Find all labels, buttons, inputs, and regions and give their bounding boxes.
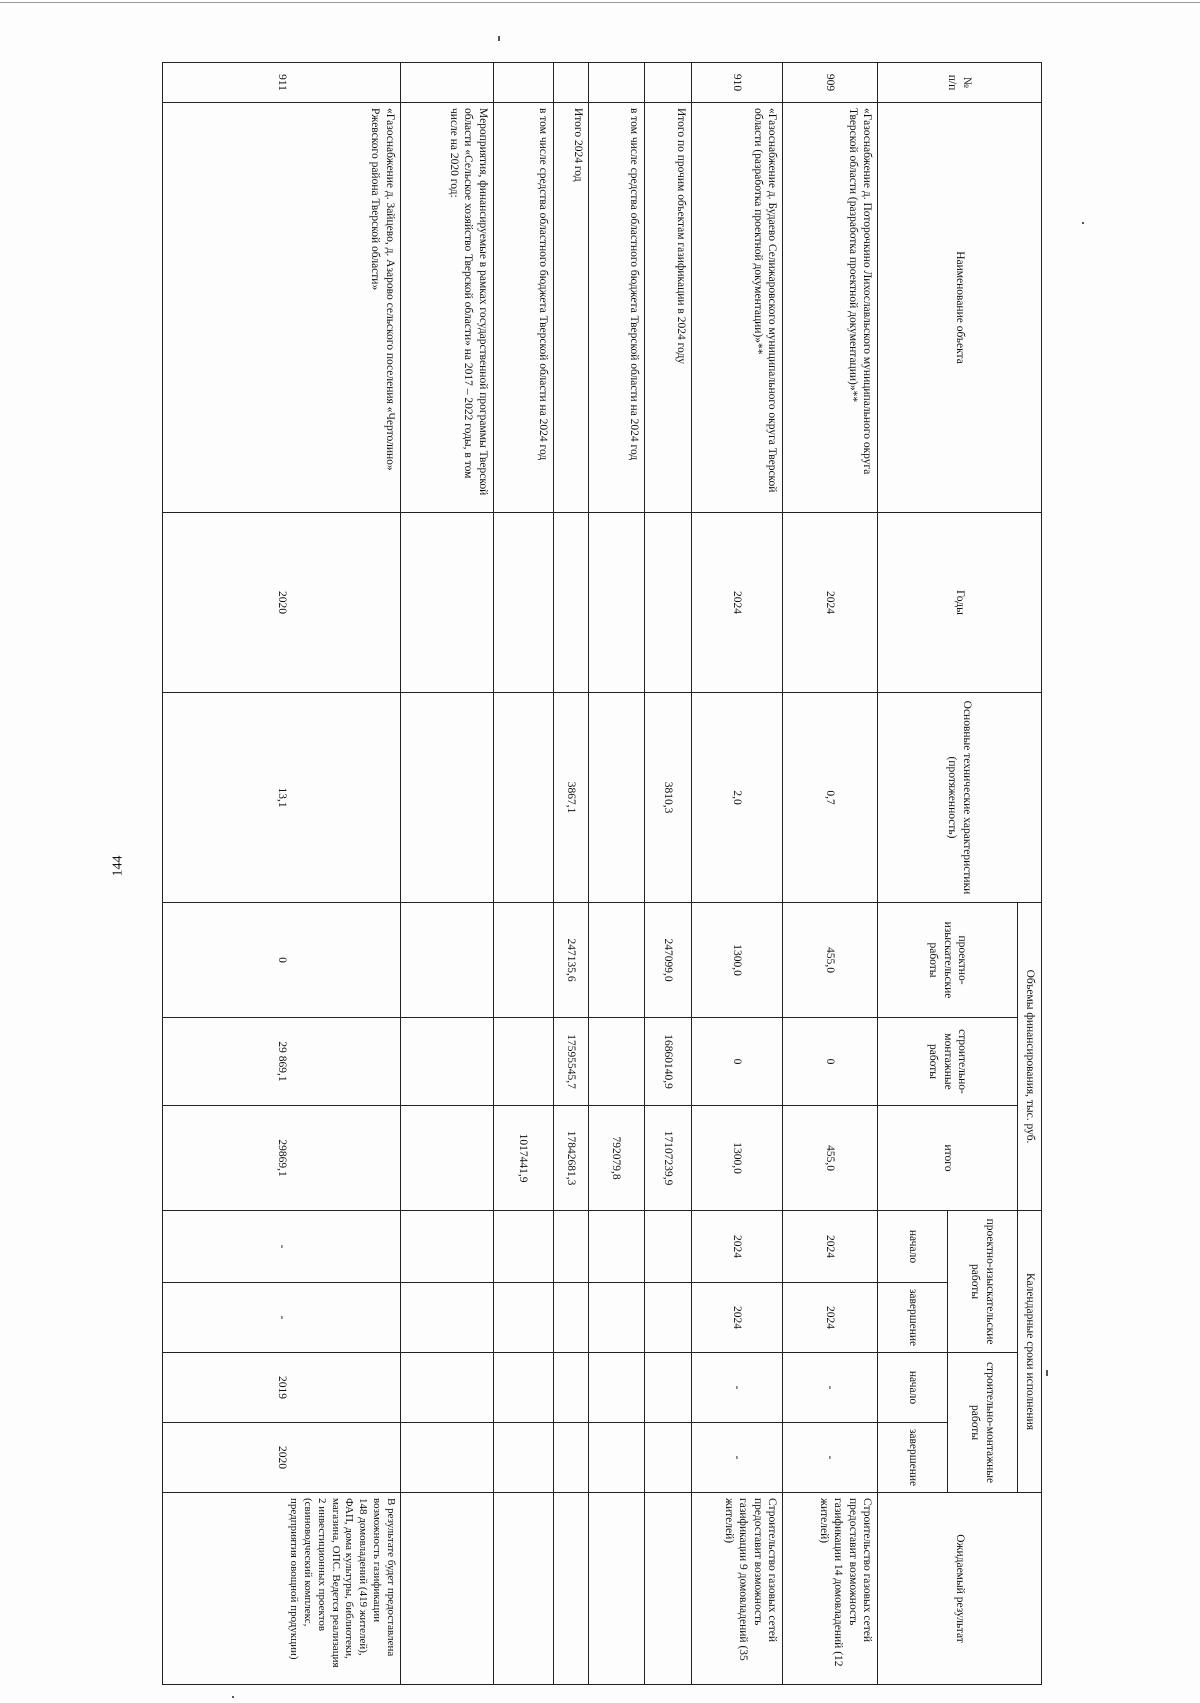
row-build-end — [400, 1423, 493, 1493]
row-num: 911 — [163, 63, 401, 103]
row-num — [400, 63, 493, 103]
row-fin-design — [493, 903, 553, 1018]
table-row — [553, 63, 588, 1685]
terms-build-header: строительно-монтажные работы — [948, 1353, 1018, 1493]
row-fin-build — [493, 1018, 553, 1106]
row-fin-build: 29 869,1 — [163, 1018, 401, 1106]
row-design-start — [553, 1211, 588, 1283]
row-build-start — [400, 1353, 493, 1423]
terms-build-end-header: завершение — [878, 1423, 948, 1493]
row-result — [400, 1493, 493, 1685]
row-build-start: 2019 — [163, 1353, 401, 1423]
row-design-end — [493, 1283, 553, 1353]
row-name: в том числе средства областного бюджета Тверской области на 2024 год — [588, 103, 644, 513]
row-tech — [400, 693, 493, 903]
col-result-header: Ожидаемый результат — [878, 1493, 1042, 1685]
table-row — [644, 63, 692, 1685]
row-build-end: 2020 — [163, 1423, 401, 1493]
row-design-end — [400, 1283, 493, 1353]
row-fin-total: 1017441,9 — [493, 1106, 553, 1211]
row-num — [553, 63, 588, 103]
table-row — [493, 63, 553, 1685]
row-design-end — [644, 1283, 692, 1353]
row-build-start — [644, 1353, 692, 1423]
row-fin-design: 0 — [163, 903, 401, 1018]
row-result: Строительство газовых сетей предоставит возможность газификации 14 домовладений (12 жителей) — [782, 1493, 877, 1685]
row-build-start: - — [692, 1353, 783, 1423]
row-fin-design: 455,0 — [782, 903, 877, 1018]
row-num: 909 — [782, 63, 877, 103]
finance-group-header: Объемы финансирования, тыс. руб. — [1018, 903, 1042, 1211]
row-years — [493, 513, 553, 693]
gasification-table — [162, 62, 1042, 1685]
row-fin-total: 29869,1 — [163, 1106, 401, 1211]
row-design-start: 2024 — [692, 1211, 783, 1283]
row-fin-total: 17107239,9 — [644, 1106, 692, 1211]
row-years: 2024 — [782, 513, 877, 693]
scan-speck — [498, 36, 500, 41]
row-name: «Газоснабжение д. Зайцево, д. Азарово сельского поселения «Чертолино» Ржевского района Тверской области» — [163, 103, 401, 513]
row-fin-total — [400, 1106, 493, 1211]
row-years — [644, 513, 692, 693]
row-design-start: - — [163, 1211, 401, 1283]
scan-speck — [1046, 1370, 1048, 1376]
row-build-end — [644, 1423, 692, 1493]
fin-design-header: проектно-изыскательские работы — [878, 903, 1018, 1018]
row-design-start — [588, 1211, 644, 1283]
row-build-start — [493, 1353, 553, 1423]
row-tech: 2,0 — [692, 693, 783, 903]
row-tech: 3867,1 — [553, 693, 588, 903]
table-row — [588, 63, 644, 1685]
row-build-end: - — [782, 1423, 877, 1493]
row-fin-design — [588, 903, 644, 1018]
page-number: 144 — [110, 855, 126, 877]
row-result — [553, 1493, 588, 1685]
row-build-end — [493, 1423, 553, 1493]
row-result — [588, 1493, 644, 1685]
row-name: Итого по прочим объектам газификации в 2024 году — [644, 103, 692, 513]
row-fin-design: 247135,6 — [553, 903, 588, 1018]
row-build-start — [553, 1353, 588, 1423]
row-design-end — [588, 1283, 644, 1353]
scan-top-line — [0, 2, 1200, 3]
row-num — [588, 63, 644, 103]
row-years — [588, 513, 644, 693]
row-tech: 0,7 — [782, 693, 877, 903]
col-tech-header: Основные технические характеристики (протяженность) — [878, 693, 1042, 903]
row-name: Итого 2024 год — [553, 103, 588, 513]
row-num — [644, 63, 692, 103]
terms-design-end-header: завершение — [878, 1283, 948, 1353]
row-years — [553, 513, 588, 693]
row-tech — [493, 693, 553, 903]
row-fin-build: 0 — [782, 1018, 877, 1106]
table-row — [163, 63, 401, 1685]
row-tech: 3810,3 — [644, 693, 692, 903]
row-tech: 13,1 — [163, 693, 401, 903]
row-design-start: 2024 — [782, 1211, 877, 1283]
row-name: «Газоснабжение д. Будаево Селижаровского муниципального округа Тверской области (разработка проектной документации)»** — [692, 103, 783, 513]
row-design-start — [400, 1211, 493, 1283]
col-years-header: Годы — [878, 513, 1042, 693]
row-build-end: - — [692, 1423, 783, 1493]
terms-design-start-header: начало — [878, 1211, 948, 1283]
row-fin-build: 17595545,7 — [553, 1018, 588, 1106]
col-num-header: № п/п — [878, 63, 1042, 103]
row-design-end — [553, 1283, 588, 1353]
row-years — [400, 513, 493, 693]
scan-speck — [232, 1696, 234, 1698]
row-num — [493, 63, 553, 103]
fin-total-header: итого — [878, 1106, 1018, 1211]
row-fin-design: 247099,0 — [644, 903, 692, 1018]
row-result: Строительство газовых сетей предоставит возможность газификации 9 домовладений (35 жителей) — [692, 1493, 783, 1685]
row-build-start: - — [782, 1353, 877, 1423]
scan-speck — [1082, 222, 1084, 224]
fin-build-header: строительно-монтажные работы — [878, 1018, 1018, 1106]
terms-group-header: Календарные сроки исполнения — [1018, 1211, 1042, 1493]
row-fin-total: 792079,8 — [588, 1106, 644, 1211]
row-design-end: - — [163, 1283, 401, 1353]
row-name: «Газоснабжение д. Поторочкино Лихославльского муниципального округа Тверской области (разработка проектной документации)»** — [782, 103, 877, 513]
table-row — [692, 63, 783, 1685]
row-build-start — [588, 1353, 644, 1423]
row-name: в том числе средства областного бюджета Тверской области на 2024 год — [493, 103, 553, 513]
terms-build-start-header: начало — [878, 1353, 948, 1423]
row-tech — [588, 693, 644, 903]
terms-design-header: проектно-изыскательские работы — [948, 1211, 1018, 1353]
row-fin-total: 1300,0 — [692, 1106, 783, 1211]
row-fin-design — [400, 903, 493, 1018]
row-result — [644, 1493, 692, 1685]
row-design-start — [493, 1211, 553, 1283]
rotated-table-wrapper — [162, 62, 1042, 1684]
row-design-start — [644, 1211, 692, 1283]
table-row — [782, 63, 877, 1685]
row-fin-total: 17842681,3 — [553, 1106, 588, 1211]
row-build-end — [588, 1423, 644, 1493]
row-fin-build — [588, 1018, 644, 1106]
row-result: В результате будет предоставлена возможность газификации 148 домовладений (419 жителей), ФАП, дома культуры, библиотеки, магазина, ОПС. Ведется реализация 2 инвестиционных проектов (свиноводческий комплекс, предприятия овощной продукции) — [163, 1493, 401, 1685]
row-design-end: 2024 — [692, 1283, 783, 1353]
row-result — [493, 1493, 553, 1685]
row-fin-build: 16860140,9 — [644, 1018, 692, 1106]
row-fin-design: 1300,0 — [692, 903, 783, 1018]
row-fin-total: 455,0 — [782, 1106, 877, 1211]
col-name-header: Наименование объекта — [878, 103, 1042, 513]
row-fin-build — [400, 1018, 493, 1106]
row-years: 2020 — [163, 513, 401, 693]
row-years: 2024 — [692, 513, 783, 693]
row-build-end — [553, 1423, 588, 1493]
row-fin-build: 0 — [692, 1018, 783, 1106]
row-name: Мероприятия, финансируемые в рамках государственной программы Тверской области «Сельское хозяйство Тверской области» на 2017 – 2022 годы, в том числе на 2020 год: — [400, 103, 493, 513]
row-num: 910 — [692, 63, 783, 103]
table-row — [400, 63, 493, 1685]
row-design-end: 2024 — [782, 1283, 877, 1353]
